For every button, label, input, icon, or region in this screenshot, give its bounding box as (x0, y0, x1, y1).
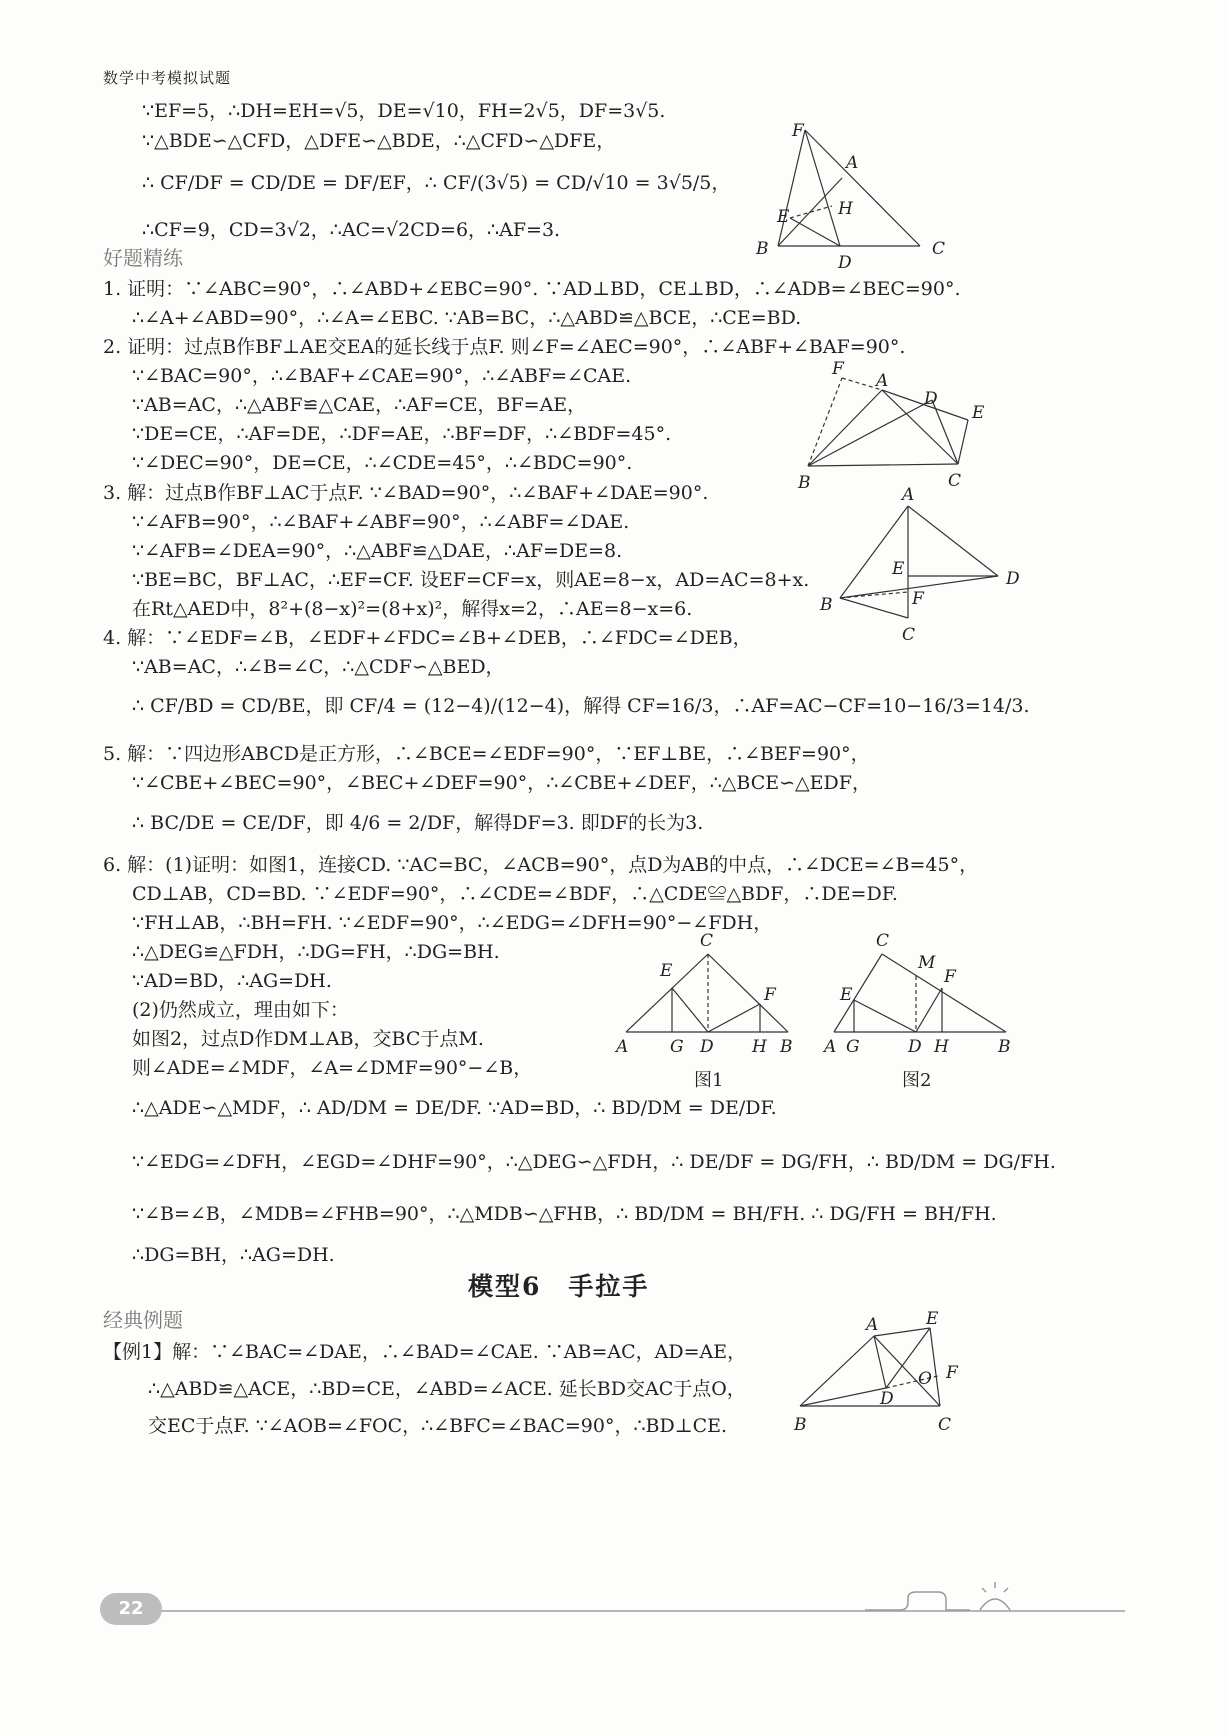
fig-label: D (880, 1389, 894, 1409)
fig-label: G (846, 1037, 860, 1057)
fig-label: D (908, 1037, 922, 1057)
fig-label: D (924, 389, 938, 409)
text-line: ∵∠DEC=90°，DE=CE，∴∠CDE=45°，∴∠BDC=90°. (132, 452, 633, 474)
text-line: ∵∠CBE+∠BEC=90°，∠BEC+∠DEF=90°，∴∠CBE+∠DEF，∴△BCE∽△EDF， (132, 772, 871, 794)
fig-label: C (938, 1415, 952, 1435)
text-line: 6. 解：(1)证明：如图1，连接CD. ∵AC=BC，∠ACB=90°，点D为AB的中点，∴∠DCE=∠B=45°， (103, 854, 979, 876)
text-line: ∵∠AFB=90°，∴∠BAF+∠ABF=90°，∴∠ABF=∠DAE. (132, 511, 630, 533)
text-line: 【例1】解：∵∠BAC=∠DAE，∴∠BAD=∠CAE. ∵AB=AC，AD=AE， (103, 1341, 747, 1363)
text-line: ∵EF=5，∴DH=EH=√5，DE=√10，FH=2√5，DF=3√5. (142, 100, 666, 122)
text-line: ∴∠A+∠ABD=90°，∴∠A=∠EBC. ∵AB=BC，∴△ABD≌△BCE，∴CE=BD. (132, 307, 802, 329)
fig-label: F (792, 121, 804, 141)
fig-label: F (944, 967, 956, 987)
figure-6-2 (820, 928, 1020, 1058)
text-line: 2. 证明：过点B作BF⊥AE交EA的延长线于点F. 则∠F=∠AEC=90°，∴∠ABF+∠BAF=90°. (103, 336, 906, 358)
fig-label: E (892, 559, 905, 579)
text-line: ∵△BDE∽△CFD，△DFE∽△BDE，∴△CFD∽△DFE， (142, 130, 616, 152)
fig-label: A (866, 1315, 879, 1335)
fig-label: A (902, 485, 915, 505)
text-line: 1. 证明：∵∠ABC=90°，∴∠ABD+∠EBC=90°. ∵AD⊥BD，CE⊥BD，∴∠ADB=∠BEC=90°. (103, 278, 961, 300)
fig-label: B (798, 473, 811, 493)
fig-label: F (832, 359, 844, 379)
fig-label: B (756, 239, 769, 259)
text-line: ∵AD=BD，∴AG=DH. (132, 970, 332, 992)
decorative-ornament-icon (860, 1580, 1030, 1620)
fig-label: B (780, 1037, 793, 1057)
figure-example-1 (790, 1306, 980, 1446)
text-line: ∴ BC/DE = CE/DF，即 4/6 = 2/DF，解得DF=3. 即DF的长为3. (132, 812, 704, 834)
running-header: 数学中考模拟试题 (103, 69, 232, 87)
fig-label: C (902, 625, 916, 645)
text-line: CD⊥AB，CD=BD. ∵∠EDF=90°，∴∠CDE=∠BDF，∴△CDE≌△BDF，∴DE=DF. (132, 883, 898, 905)
text-line: ∴△ABD≌△ACE，∴BD=CE，∠ABD=∠ACE. 延长BD交AC于点O， (148, 1378, 746, 1400)
fig-label: E (926, 1309, 939, 1329)
fig-label: C (948, 471, 962, 491)
text-line: ∵∠BAC=90°，∴∠BAF+∠CAE=90°，∴∠ABF=∠CAE. (132, 365, 632, 387)
fig-label: D (1006, 569, 1020, 589)
text-line: 在Rt△AED中，8²+(8−x)²=(8+x)²，解得x=2，∴AE=8−x=6. (132, 598, 693, 620)
fig-label: B (998, 1037, 1011, 1057)
text-line: 如图2，过点D作DM⊥AB，交BC于点M. (132, 1028, 484, 1050)
text-line: ∵AB=AC，∴△ABF≌△CAE，∴AF=CE，BF=AE， (132, 394, 587, 416)
text-line: ∴CF=9，CD=3√2，∴AC=√2CD=6，∴AF=3. (142, 219, 561, 241)
fig-label: B (794, 1415, 807, 1435)
text-line: 则∠ADE=∠MDF，∠A=∠DMF=90°−∠B， (132, 1057, 533, 1079)
figure-caption-1: 图1 (694, 1070, 724, 1091)
fig-label: E (972, 403, 985, 423)
figure-caption-2: 图2 (902, 1070, 932, 1091)
figure-6-1 (612, 928, 802, 1058)
fig-label: D (838, 253, 852, 273)
text-line: ∴ CF/BD = CD/BE，即 CF/4 = (12−4)/(12−4)，解得 CF=16/3，∴AF=AC−CF=10−16/3=14/3. (132, 695, 1030, 717)
text-line: ∵FH⊥AB，∴BH=FH. ∵∠EDF=90°，∴∠EDG=∠DFH=90°−∠FDH， (132, 912, 773, 934)
text-line: ∵∠B=∠B，∠MDB=∠FHB=90°，∴△MDB∽△FHB，∴ BD/DM = BH/FH. ∴ DG/FH = BH/FH. (132, 1203, 997, 1225)
fig-label: C (876, 931, 890, 951)
text-line: 5. 解：∵四边形ABCD是正方形，∴∠BCE=∠EDF=90°，∵EF⊥BE，∴∠BEF=90°， (103, 743, 870, 765)
text-line: 4. 解：∵∠EDF=∠B，∠EDF+∠FDC=∠B+∠DEB，∴∠FDC=∠DEB， (103, 627, 752, 649)
page-number-badge: 22 (100, 1593, 162, 1625)
fig-label: H (838, 199, 853, 219)
text-line: ∴△ADE∽△MDF，∴ AD/DM = DE/DF. ∵AD=BD，∴ BD/DM = DE/DF. (132, 1097, 777, 1119)
fig-label: A (824, 1037, 837, 1057)
fig-label: H (752, 1037, 767, 1057)
fig-label: O (918, 1369, 932, 1389)
fig-label: F (912, 589, 924, 609)
model-title: 模型6 手拉手 (468, 1272, 650, 1301)
text-line: ∴ CF/DF = CD/DE = DF/EF，∴ CF/(3√5) = CD/√10 = 3√5/5， (142, 172, 731, 194)
fig-label: D (700, 1037, 714, 1057)
fig-label: C (932, 239, 946, 259)
figure-problem-2 (790, 358, 1000, 493)
fig-label: F (764, 985, 776, 1005)
text-line: ∵AB=AC，∴∠B=∠C，∴△CDF∽△BED， (132, 656, 505, 678)
text-line: ∵DE=CE，∴AF=DE，∴DF=AE，∴BF=DF，∴∠BDF=45°. (132, 423, 672, 445)
fig-label: A (846, 153, 859, 173)
text-line: 交EC于点F. ∵∠AOB=∠FOC，∴∠BFC=∠BAC=90°，∴BD⊥CE. (148, 1415, 728, 1437)
fig-label: M (918, 953, 936, 973)
text-line: ∵∠EDG=∠DFH，∠EGD=∠DHF=90°，∴△DEG∽△FDH，∴ DE/DF = DG/FH，∴ BD/DM = DG/FH. (132, 1151, 1056, 1173)
figure-problem-3 (812, 484, 1022, 649)
text-line: (2)仍然成立，理由如下： (132, 999, 349, 1021)
fig-label: C (700, 931, 714, 951)
text-line: 3. 解：过点B作BF⊥AC于点F. ∵∠BAD=90°，∴∠BAF+∠DAE=90°. (103, 482, 709, 504)
fig-label: E (840, 985, 853, 1005)
fig-label: E (660, 961, 673, 981)
section-heading-practice: 好题精练 (103, 246, 183, 270)
fig-label: F (946, 1363, 958, 1383)
fig-label: H (934, 1037, 949, 1057)
text-line: ∵BE=BC，BF⊥AC，∴EF=CF. 设EF=CF=x，则AE=8−x，AD=AC=8+x. (132, 569, 810, 591)
text-line: ∴△DEG≌△FDH，∴DG=FH，∴DG=BH. (132, 941, 500, 963)
text-line: ∵∠AFB=∠DEA=90°，∴△ABF≌△DAE，∴AF=DE=8. (132, 540, 623, 562)
fig-label: A (876, 371, 889, 391)
fig-label: A (616, 1037, 629, 1057)
fig-label: G (670, 1037, 684, 1057)
fig-label: B (820, 595, 833, 615)
figure-top (750, 118, 960, 278)
section-heading-classic: 经典例题 (103, 1308, 183, 1332)
text-line: ∴DG=BH，∴AG=DH. (132, 1244, 335, 1266)
fig-label: E (777, 207, 790, 227)
